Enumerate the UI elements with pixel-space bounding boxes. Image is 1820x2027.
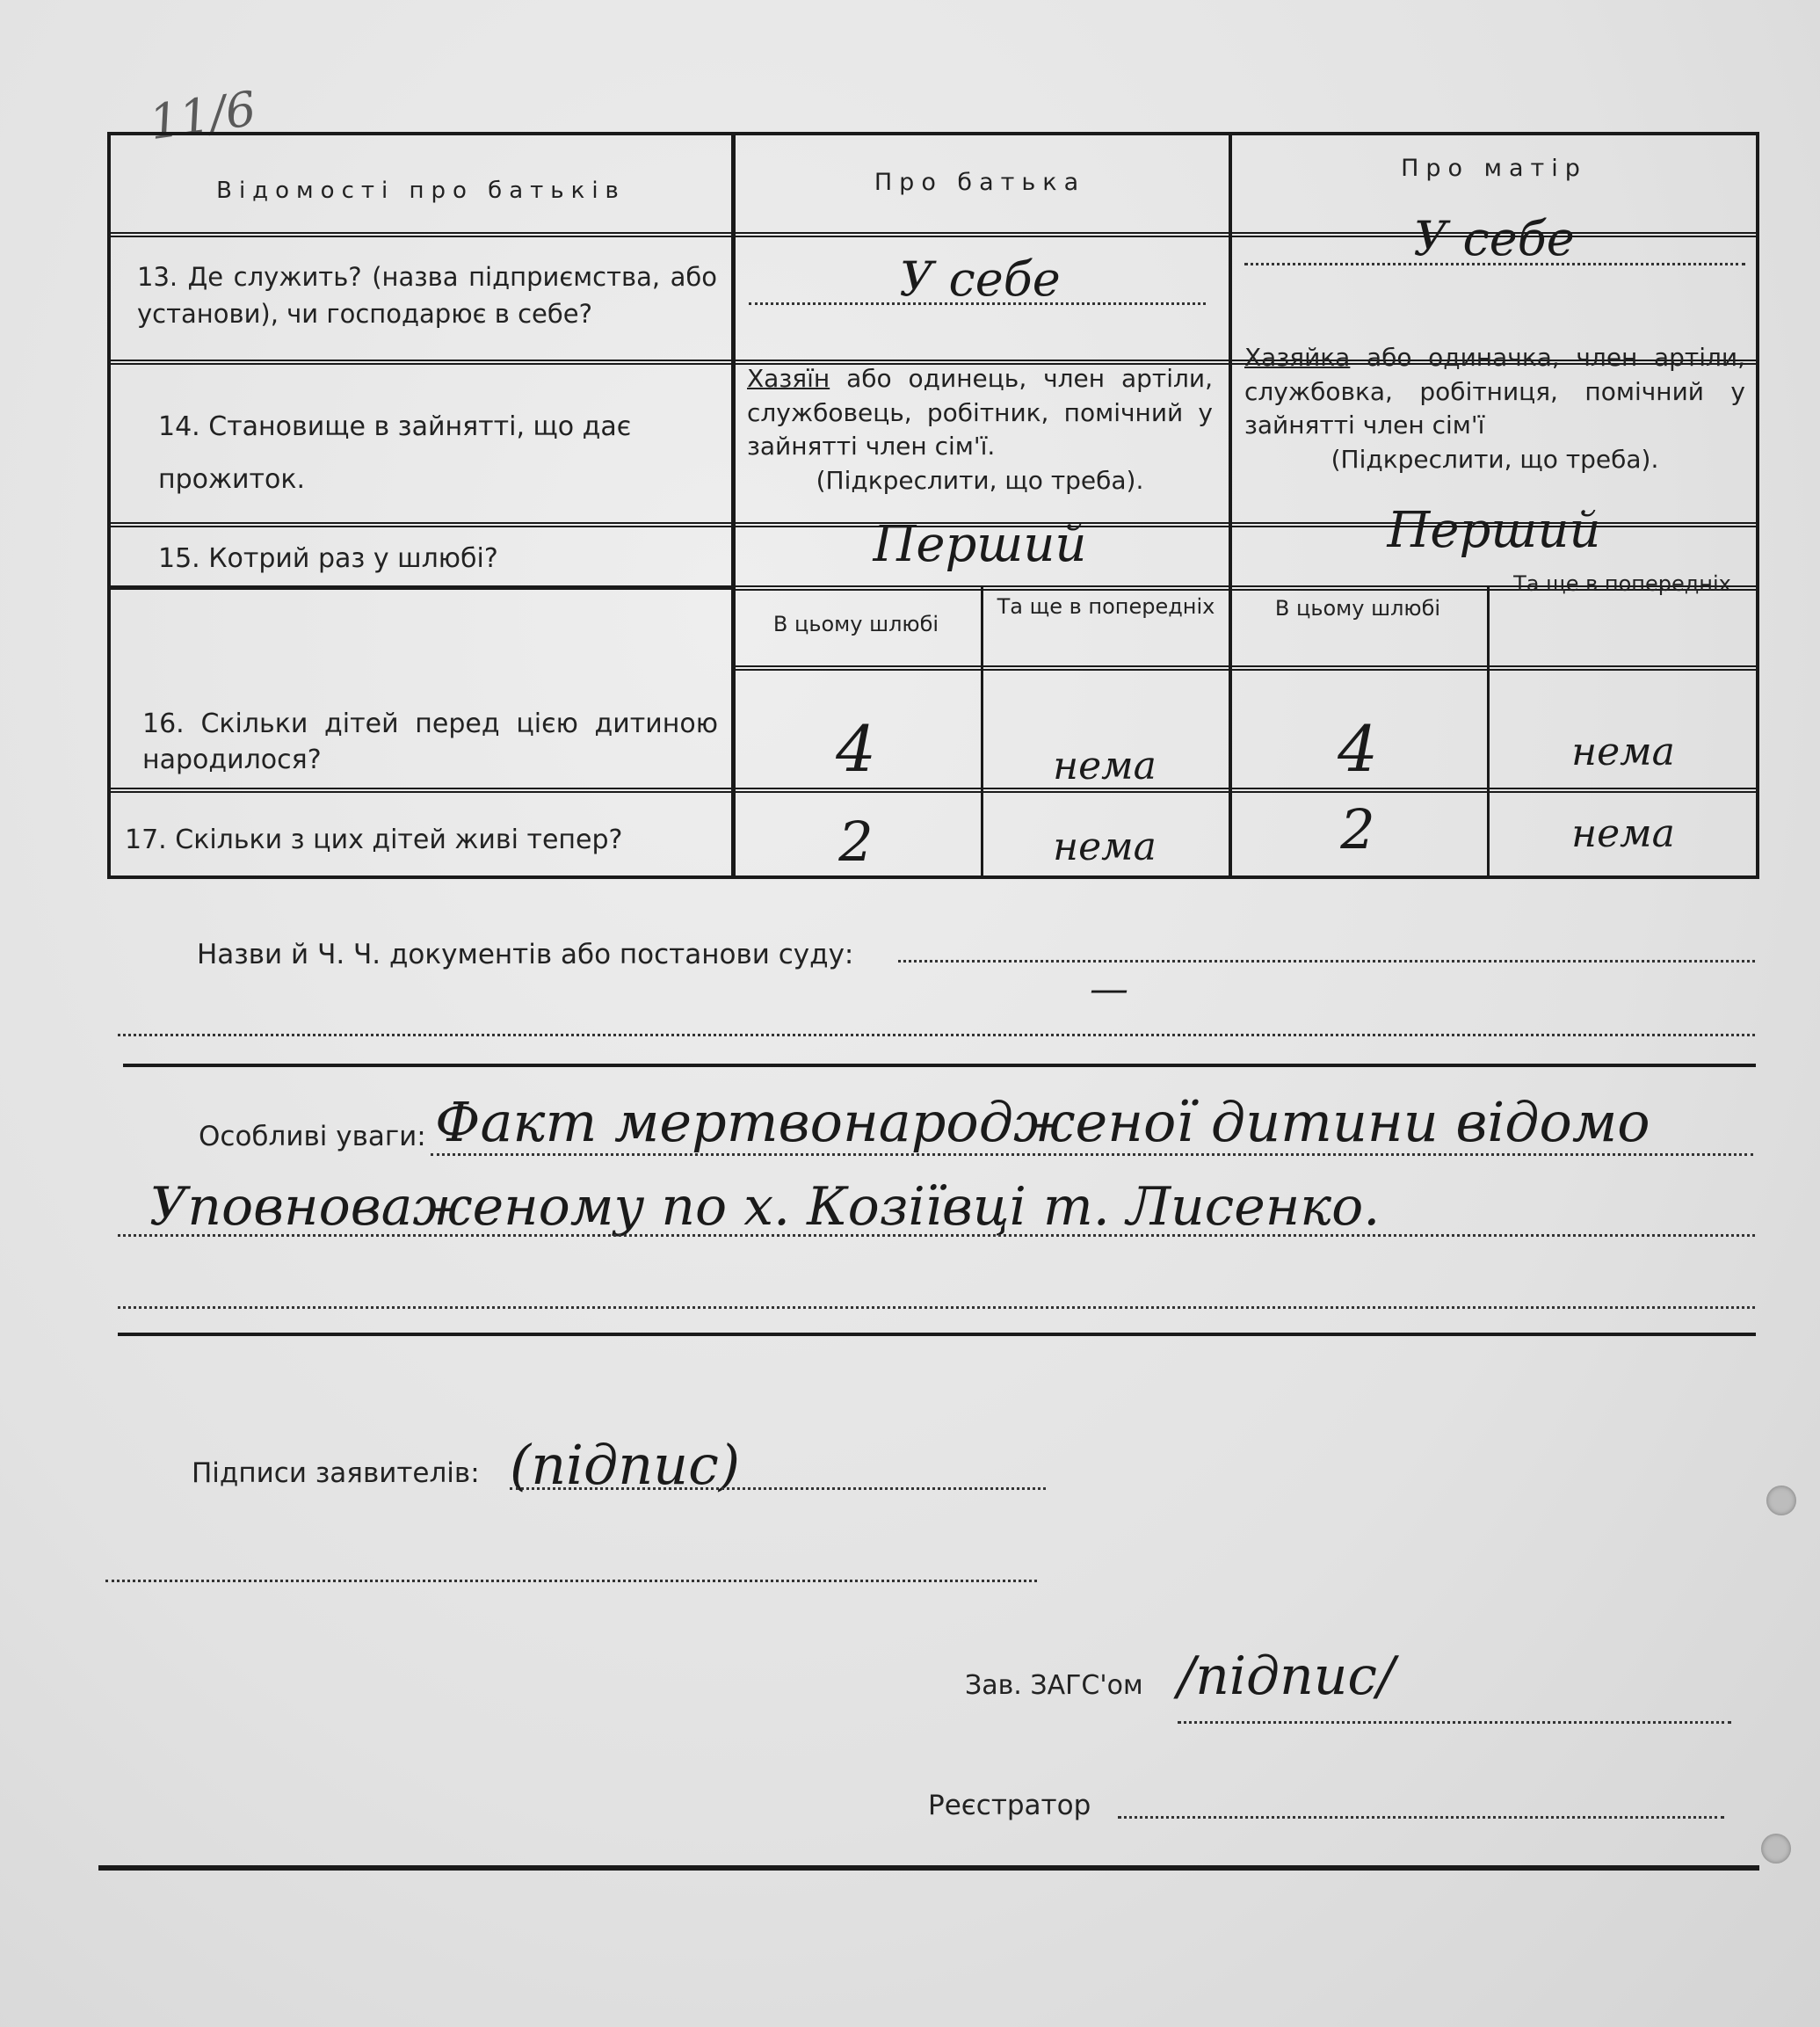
row16-father-this: 4	[836, 712, 876, 786]
subheader-mother-previous: Та ще в попередніх	[1513, 571, 1731, 596]
row16-question: 16. Скільки дітей перед цією дитиною народилося?	[142, 708, 718, 775]
row13-question: 13. Де служить? (назва підприємства, або установи), чи господарює в себе?	[137, 262, 717, 330]
subheader-mother-this-marriage: В цьому шлюбі	[1274, 596, 1441, 621]
row16-mother-prev: нема	[1571, 730, 1675, 774]
row17-father-this: 2	[838, 810, 874, 874]
row17-father-prev: нема	[1053, 825, 1157, 869]
registrar-label: Реєстратор	[928, 1790, 1091, 1821]
row14-question: 14. Становище в зайнятті, що дає прожиток.	[158, 411, 632, 495]
col-header-parents-info: Відомості про батьків	[216, 178, 626, 204]
row14-father-options	[747, 362, 1213, 498]
corner-note: 11/6	[146, 80, 260, 151]
subheader-father-previous: Та ще в попередніх	[997, 594, 1215, 619]
col-header-mother: Про матір	[1401, 155, 1587, 182]
row14-mother-note: (Підкреслити, що треба).	[1331, 444, 1659, 474]
row16-father-prev: нема	[1053, 744, 1157, 788]
parents-info-table	[107, 132, 1759, 879]
remarks-label: Особливі уваги:	[199, 1121, 426, 1152]
head-zags-label: Зав. ЗАГС'ом	[965, 1670, 1143, 1701]
row15-father-answer: Перший	[873, 516, 1087, 573]
head-zags-signature: /підпис/	[1178, 1646, 1396, 1707]
bottom-rule	[98, 1865, 1759, 1871]
row14-mother-options	[1244, 341, 1745, 477]
row17-mother-prev: нема	[1571, 811, 1675, 856]
row17-question: 17. Скільки з цих дітей живі тепер?	[125, 825, 623, 855]
documents-label: Назви й Ч. Ч. документів або постанови суду:	[197, 939, 854, 970]
row15-question: 15. Котрий раз у шлюбі?	[158, 543, 498, 574]
remarks-line1: Факт мертвонародженої дитини відомо	[435, 1090, 1650, 1154]
row14-mother-selected: Хазяйка	[1244, 343, 1351, 372]
row13-father-answer: У себе	[899, 251, 1061, 307]
row16-mother-this: 4	[1338, 712, 1378, 786]
punch-hole	[1766, 1486, 1796, 1515]
row17-mother-this: 2	[1340, 797, 1375, 861]
punch-hole	[1761, 1834, 1791, 1864]
row14-father-selected: Хазяїн	[747, 364, 830, 393]
documents-value: —	[1090, 967, 1128, 1012]
row13-mother-answer: У себе	[1413, 211, 1575, 266]
row14-father-note: (Підкреслити, що треба).	[816, 465, 1144, 495]
applicants-signature-value: (підпис)	[510, 1433, 741, 1497]
remarks-line2: Уповноваженому по х. Козіївці т. Лисенко.	[149, 1176, 1381, 1238]
row14-mother-options-text: або одиначка, член артіли, службовка, робітниця, помічний у зайнятті член сім'ї	[1244, 343, 1745, 440]
col-header-father: Про батька	[874, 169, 1086, 196]
applicants-signature-label: Підписи заявителів:	[192, 1457, 480, 1489]
row14-father-options-text: або одинець, член артіли, службовець, робітник, помічний у зайнятті член сім'ї.	[747, 364, 1213, 461]
row15-mother-answer: Перший	[1387, 502, 1601, 559]
subheader-father-this-marriage: В цьому шлюбі	[772, 612, 939, 636]
